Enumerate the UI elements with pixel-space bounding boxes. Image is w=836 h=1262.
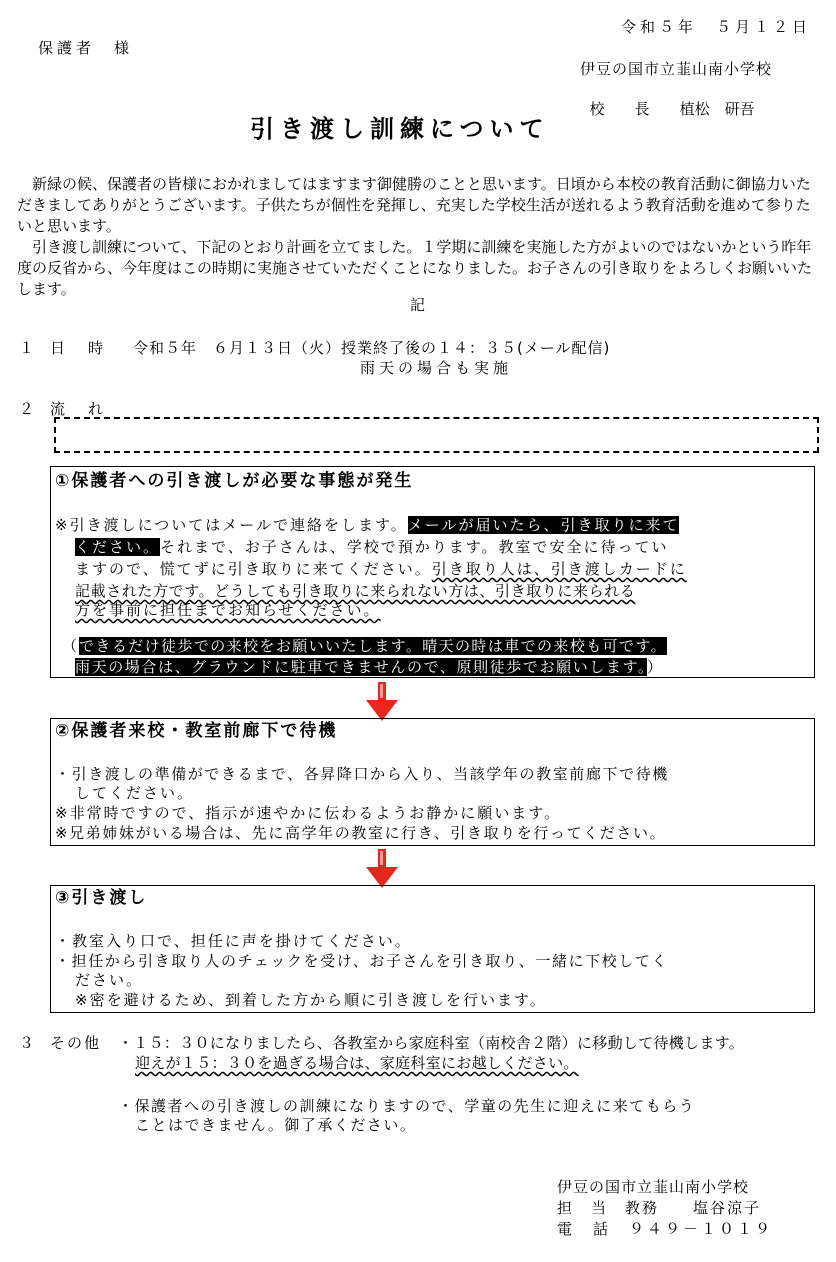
page-title: 引き渡し訓練について <box>250 115 550 143</box>
item3-bullet-2-line-2: ことはできません。御了承ください。 <box>135 1116 417 1134</box>
paren-close: ） <box>647 658 665 676</box>
paren-open: （ <box>62 637 80 655</box>
arrow-down-icon <box>365 849 399 889</box>
step2-line-4: ※兄弟姉妹がいる場合は、先に高学年の教室に行き、引き取りを行ってください。 <box>55 824 667 842</box>
intro-paragraph-1: 新緑の候、保護者の皆様におかれましてはますます御健勝のことと思います。日頃から本校の教育活動に御協力いただきましてありがとうございます。子供たちが個性を発揮し、充実した学校生活が送れるよう教育活動を進めて参りたいと思います。 <box>17 175 811 235</box>
assumption-banner <box>54 417 819 453</box>
step2-heading: ②保護者来校・教室前廊下で待機 <box>55 721 338 741</box>
step2-line-3: ※非常時ですので、指示が速やかに伝わるようお静かに願います。 <box>55 804 562 822</box>
step1-line-6 <box>62 637 667 656</box>
step3-heading: ③引き渡し <box>55 888 148 908</box>
school-name: 伊豆の国市立韮山南小学校 <box>580 60 773 78</box>
step3-line-4: ※密を避けるため、到着した方から順に引き渡しを行います。 <box>75 991 547 1009</box>
step1-highlight: できるだけ徒歩での来校をお願いいたします。晴天の時は車での来校も可です。 <box>79 637 668 655</box>
footer-contact: 担 当 教務 塩谷涼子 <box>557 1199 762 1217</box>
step1-wavy-text: 引き取り人は、引き渡しカードに <box>431 560 687 578</box>
step3-line-3: ださい。 <box>75 971 144 989</box>
step1-text: ますので、慌てずに引き取りに来てください。 <box>75 560 432 578</box>
step1-line-3 <box>75 560 687 579</box>
item3-bullet-2-line-1: ・保護者への引き渡しの訓練になりますので、学童の先生に迎えに来てもらう <box>118 1097 696 1115</box>
step1-text: ※引き渡しについてはメールで連絡をします。 <box>55 516 408 534</box>
item3-bullet-1-note: 迎えが１５：３０を過ぎる場合は、家庭科室にお越しください。 <box>135 1054 579 1072</box>
date: 令和５年 ５月１２日 <box>621 18 812 36</box>
step1-line-2 <box>75 538 669 557</box>
item1-label: 日 時 <box>50 339 108 357</box>
step1-highlight: メールが届いたら、引き取りに来て <box>407 516 680 534</box>
step1-highlight: 雨天の場合は、グラウンドに駐車できませんので、原則徒歩でお願いします。 <box>75 658 648 676</box>
principal-name: 植松 研吾 <box>679 100 755 118</box>
footer-school: 伊豆の国市立韮山南小学校 <box>557 1178 750 1196</box>
principal-title: 校 長 <box>589 100 650 118</box>
item1-number: １ <box>19 339 35 357</box>
step1-text: それまで、お子さんは、学校で預かります。教室で安全に待ってい <box>160 538 669 556</box>
intro-paragraph-2: 引き渡し訓練について、下記のとおり計画を立てました。１学期に訓練を実施した方がよいのではないかという昨年度の反省から、今年度はこの時期に実施させていただくことになりました。お子さんの引き取りをよろしくお願いいたします。 <box>17 238 813 298</box>
step2-line-2: してください。 <box>75 784 195 802</box>
step1-line-1 <box>55 516 679 535</box>
item2-label: 流 れ <box>50 400 108 418</box>
principal-line <box>580 81 755 119</box>
step1-line-5: 方を事前に担任までお知らせください。 <box>75 601 381 619</box>
step1-line-4: 記載された方です。どうしても引き取りに来られない方は、引き取りに来られる <box>75 582 636 600</box>
step1-line-7 <box>75 658 664 677</box>
arrow-down-icon <box>365 682 399 722</box>
step3-line-2: ・担任から引き取り人のチェックを受け、お子さんを引き取り、一緒に下校してく <box>55 952 669 970</box>
step1-highlight: ください。 <box>75 538 161 556</box>
item1-note: 雨天の場合も実施 <box>360 359 513 377</box>
step3-line-1: ・教室入り口で、担任に声を掛けてください。 <box>55 932 412 950</box>
ki-label: 記 <box>410 296 426 314</box>
footer-phone: 電 話 ９４９－１０１９ <box>557 1220 774 1238</box>
step2-line-1: ・引き渡しの準備ができるまで、各昇降口から入り、当該学年の教室前廊下で待機 <box>55 765 669 783</box>
step1-heading: ①保護者への引き渡しが必要な事態が発生 <box>55 471 414 491</box>
item3-bullet-1: ・１５：３０になりましたら、各教室から家庭科室（南校舎２階）に移動して待機します。 <box>118 1034 745 1052</box>
item2-number: ２ <box>19 400 35 418</box>
item1-value: 令和５年 ６月１３日（火）授業終了後の１４：３５(メール配信) <box>133 339 611 357</box>
item3-label: その他 <box>50 1034 102 1052</box>
item3-number: ３ <box>19 1034 35 1052</box>
recipient: 保護者 様 <box>38 39 134 57</box>
